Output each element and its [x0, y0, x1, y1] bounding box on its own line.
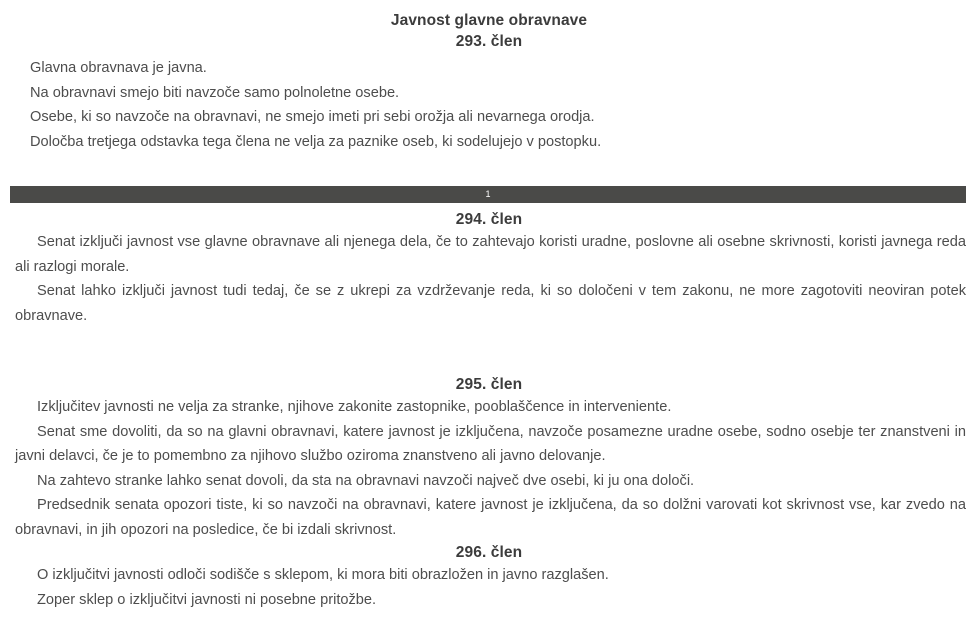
paragraph: Predsednik senata opozori tiste, ki so navzoči na obravnavi, katere javnost je izključena, da so dolžni varovati kot skrivnost vse, kar zvedo na obravnavi, in jih opozori na posledice, če bi izdali skrivnost. — [15, 497, 966, 538]
article-heading-293: 293. člen — [455, 33, 523, 50]
paragraph: Na obravnavi smejo biti navzoče samo polnoletne osebe. — [30, 84, 400, 101]
article-heading-294: 294. člen — [455, 211, 523, 228]
section-295-body — [0, 395, 978, 542]
section-293-body — [0, 56, 978, 154]
section-294-body — [0, 230, 978, 328]
paragraph: Osebe, ki so navzoče na obravnavi, ne smejo imeti pri sebi orožja ali nevarnega orodja. — [30, 109, 595, 125]
paragraph: Senat lahko izključi javnost tudi tedaj, če se z ukrepi za vzdrževanje reda, ki so določeni v tem zakonu, ne more zagotoviti neoviran potek obravnave. — [15, 283, 966, 324]
paragraph: Senat izključi javnost vse glavne obravnave ali njenega dela, če to zahtevajo koristi uradne, poslovne ali osebne skrivnosti, koristi javnega reda ali razlogi morale. — [15, 234, 966, 275]
paragraph: Glavna obravnava je javna. — [30, 60, 207, 76]
section-296-body — [0, 563, 978, 612]
document-title: Javnost glavne obravnave — [390, 12, 588, 29]
paragraph: Določba tretjega odstavka tega člena ne velja za paznike oseb, ki sodelujejo v postopku. — [30, 133, 602, 150]
paragraph: Zoper sklep o izključitvi javnosti ni posebne pritožbe. — [37, 591, 377, 608]
article-heading-296: 296. člen — [455, 544, 523, 561]
paragraph: O izključitvi javnosti odloči sodišče s sklepom, ki mora biti obrazložen in javno razglašen. — [37, 567, 609, 583]
page-break-bar — [10, 186, 966, 203]
paragraph: Senat sme dovoliti, da so na glavni obravnavi, katere javnost je izključena, navzoče posamezne uradne osebe, sodno osebje ter znanstveni in javni delavci, če je to pomembno za njihovo službo oziroma znanstveno ali javno delovanje. — [15, 423, 966, 464]
paragraph: Na zahtevo stranke lahko senat dovoli, da sta na obravnavi navzoči največ dve osebi, ki ju ona določi. — [37, 472, 695, 489]
paragraph: Izključitev javnosti ne velja za stranke, njihove zakonite zastopnike, pooblaščence in interveniente. — [37, 399, 672, 415]
article-heading-295: 295. člen — [455, 376, 523, 393]
page-number: 1 — [485, 189, 491, 199]
